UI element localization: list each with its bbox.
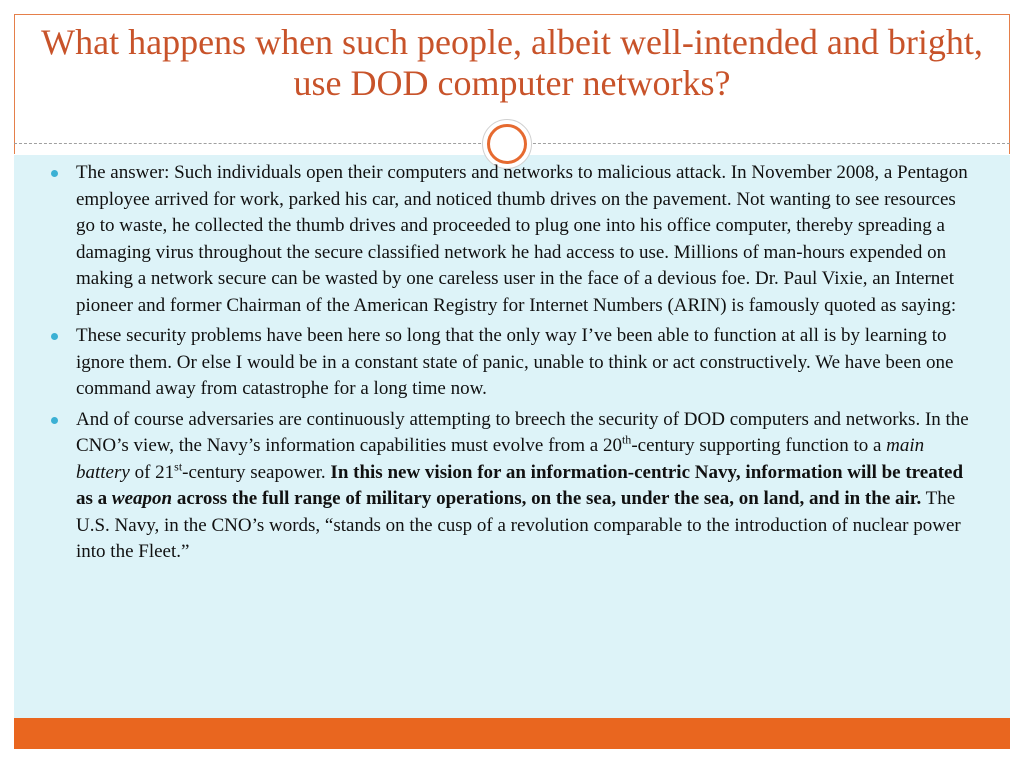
bullet-item-2 [48, 323, 978, 403]
footer-bar [14, 718, 1010, 749]
frame-border-left [14, 14, 15, 154]
bullet-list [48, 160, 978, 570]
bullet-item-1 [48, 160, 978, 319]
ring-icon [487, 124, 527, 164]
bullet-text: The answer: Such individuals open their computers and networks to malicious attack. In November 2008, a Pentagon employee arrived for work, parked his car, and noticed thumb drives on the pavement. Not wanting to see resources go to waste, he collected the thumb drives and proceeded to plug one into his office computer, thereby spreading a damaging virus throughout the secure classified network he had access to use. Millions of man-hours expended on making a network secure can be wasted by one careless user in the face of a devious foe. Dr. Paul Vixie, an Internet pioneer and former Chairman of the American Registry for Internet Numbers (ARIN) is famously quoted as saying: [76, 162, 968, 316]
bullet-item-3 [48, 407, 978, 566]
slide-title: What happens when such people, albeit well-intended and bright, use DOD computer networks? [41, 22, 983, 103]
bullet-text: And of course adversaries are continuously attempting to breech the security of DOD computers and networks. In the CNO’s view, the Navy’s information capabilities must evolve from a 20th-century supporting function to a main battery of 21st-century seapower. In this new vision for an information-centric Navy, information will be treated as a weapon across the full range of military operations, on the sea, under the sea, on land, and in the air. The U.S. Navy, in the CNO’s words, “stands on the cusp of a revolution comparable to the introduction of nuclear power into the Fleet.” [76, 408, 969, 562]
bullet-dot-icon [51, 417, 58, 424]
frame-border-top [14, 14, 1010, 15]
bullet-dot-icon [51, 333, 58, 340]
bullet-text: These security problems have been here so long that the only way I’ve been able to function at all is by learning to ignore them. Or else I would be in a constant state of panic, unable to think or act constructively. We have been one command away from catastrophe for a long time now. [76, 325, 954, 399]
bullet-dot-icon [51, 170, 58, 177]
frame-border-right [1009, 14, 1010, 154]
emphasis-text: In this new vision for an information-centric Navy, information will be treated as a weapon across the full range of military operations, on the sea, under the sea, on land, and in the air. [76, 461, 964, 509]
